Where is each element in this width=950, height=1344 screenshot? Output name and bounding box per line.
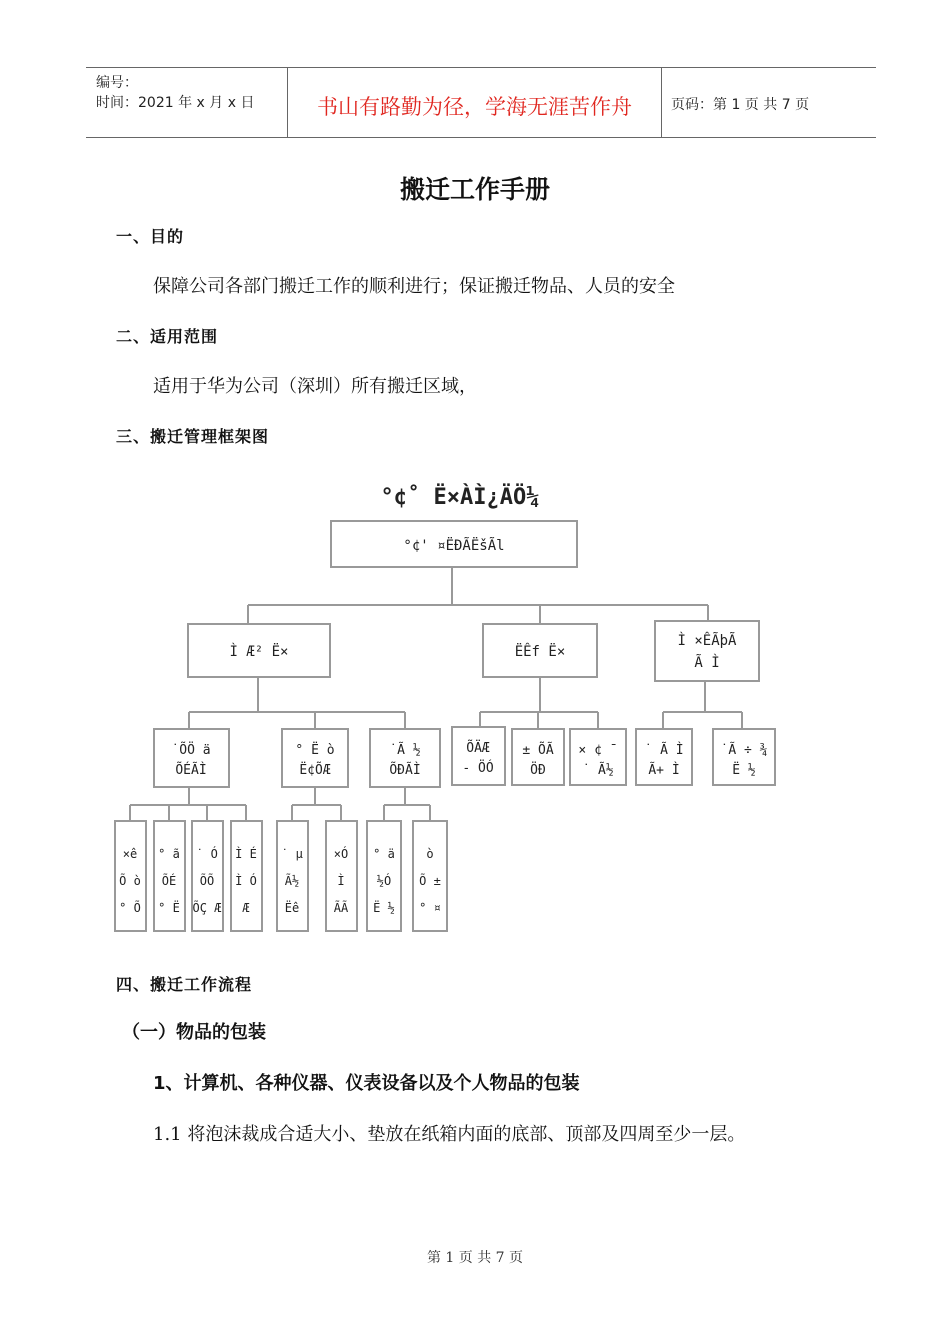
- level3-label: ˙ µ: [281, 847, 303, 861]
- level2-label: Ë ½: [732, 763, 756, 778]
- level1-label: Ì Æ² Ë×: [229, 644, 289, 660]
- level1-label: Ã Ì: [694, 655, 720, 671]
- diagram-level3-node: [326, 821, 357, 931]
- level3-label: ×Ó: [333, 847, 349, 861]
- level3-label: Ëê: [284, 901, 300, 915]
- level3-label: Ã½: [284, 874, 300, 888]
- motto-text: 书山有路勤为径，学海无涯苦作舟: [317, 95, 632, 119]
- level3-label: ° Ë: [158, 901, 180, 915]
- diagram-level2-node: [512, 729, 564, 785]
- diagram-level3-node: [413, 821, 447, 931]
- page-footer: 第 1 页 共 7 页: [426, 1250, 524, 1266]
- level3-label: ÃÃ: [333, 901, 349, 915]
- level1-label: ËÊf Ë×: [514, 644, 566, 660]
- diagram-level2-node: [452, 727, 505, 785]
- level3-label: Ë ½: [373, 901, 395, 915]
- level3-label: ò: [426, 847, 434, 861]
- level2-label: ˙Ã ÷ ¾: [720, 743, 768, 758]
- level2-label: Ã+ Ì: [648, 763, 680, 778]
- diagram-level2-node: [570, 729, 626, 785]
- level3-label: ° ¤: [419, 901, 441, 915]
- diagram-level3-node: [231, 821, 262, 931]
- diagram-level2-node: [713, 729, 775, 785]
- diagram-level3-node: [367, 821, 401, 931]
- subsection-heading-computer-packing: 1、计算机、各种仪器、仪表设备以及个人物品的包装: [153, 1073, 580, 1094]
- diagram-level2-node: [370, 729, 440, 787]
- section-heading-workflow: 四、搬迁工作流程: [116, 975, 253, 994]
- step-text-1-1: 1.1 将泡沫裁成合适大小、垫放在纸箱内面的底部、顶部及四周至少一层。: [153, 1124, 746, 1145]
- level3-label: ×ê: [122, 847, 138, 861]
- number-label: 编号：: [96, 75, 138, 91]
- level2-label: ˙Ã ½: [389, 743, 421, 758]
- level3-label: ½Ó: [376, 874, 392, 888]
- level2-label: ˙ÕÖ ä: [171, 743, 211, 758]
- level2-label: ± ÕÃ: [522, 743, 554, 758]
- level3-label: ˙ Ó: [196, 847, 218, 861]
- diagram-level3-node: [277, 821, 308, 931]
- level3-label: ° ã: [158, 847, 180, 861]
- diagram-level3-node: [192, 821, 223, 931]
- level3-label: Ì Ó: [235, 874, 257, 888]
- section-text-scope: 适用于华为公司（深圳）所有搬迁区域，: [153, 376, 477, 397]
- diagram-level1-node: [188, 624, 330, 677]
- level3-label: ° ä: [373, 847, 395, 861]
- level2-label: Ë¢ÕÆ: [299, 763, 331, 778]
- subsection-heading-packing: （一）物品的包装: [122, 1022, 266, 1043]
- level3-label: ÕÇ Æ: [192, 901, 222, 915]
- section-heading-purpose: 一、目的: [116, 227, 185, 246]
- level1-label: Ì ×ÊÃþÃ: [677, 633, 737, 649]
- diagram-level2-node: [636, 729, 692, 785]
- diagram-level2-node: [154, 729, 229, 787]
- level3-label: ÕÉ: [161, 874, 177, 888]
- diagram-level3-node: [115, 821, 146, 931]
- level2-label: ˙ Ã Ì: [644, 743, 684, 758]
- page-label: 页码：第 1 页 共 7 页: [671, 97, 810, 113]
- level2-label: ÕÄÆ: [466, 741, 490, 756]
- level3-label: Ì: [337, 874, 345, 888]
- document-title: 搬迁工作手册: [399, 175, 550, 204]
- level2-label: ÕÉÃÌ: [175, 763, 207, 778]
- level3-label: Ì É: [235, 847, 257, 861]
- level2-label: ÕÐÃÌ: [389, 763, 421, 778]
- level3-label: Õ ò: [119, 874, 141, 888]
- diagram-title: °¢˚ Ë×ÀÌ¿ÄÖ¼: [380, 485, 540, 510]
- level2-label: - ÖÓ: [462, 761, 494, 776]
- time-label: 时间：2021 年 x 月 x 日: [96, 95, 255, 111]
- section-text-purpose: 保障公司各部门搬迁工作的顺利进行；保证搬迁物品、人员的安全: [153, 276, 675, 297]
- section-heading-framework: 三、搬迁管理框架图: [116, 427, 270, 446]
- level3-label: Æ: [242, 901, 250, 915]
- level2-label: ˙ Ã½: [582, 763, 614, 778]
- level2-label: ÖÐ: [530, 763, 546, 778]
- diagram-level1-node: [655, 621, 759, 681]
- diagram-level1-node: [483, 624, 597, 677]
- diagram-root-label: °¢' ¤ËÐÃËšÃl: [403, 538, 505, 554]
- diagram-level2-node: [282, 729, 348, 787]
- level3-label: ° Õ: [119, 901, 141, 915]
- section-heading-scope: 二、适用范围: [116, 327, 219, 346]
- level2-label: × ¢ ¯: [578, 743, 618, 758]
- level3-label: Õ ±: [419, 874, 441, 888]
- diagram-level3-node: [154, 821, 185, 931]
- level2-label: ° Ë ò: [295, 743, 335, 758]
- level3-label: ÕÕ: [199, 874, 215, 888]
